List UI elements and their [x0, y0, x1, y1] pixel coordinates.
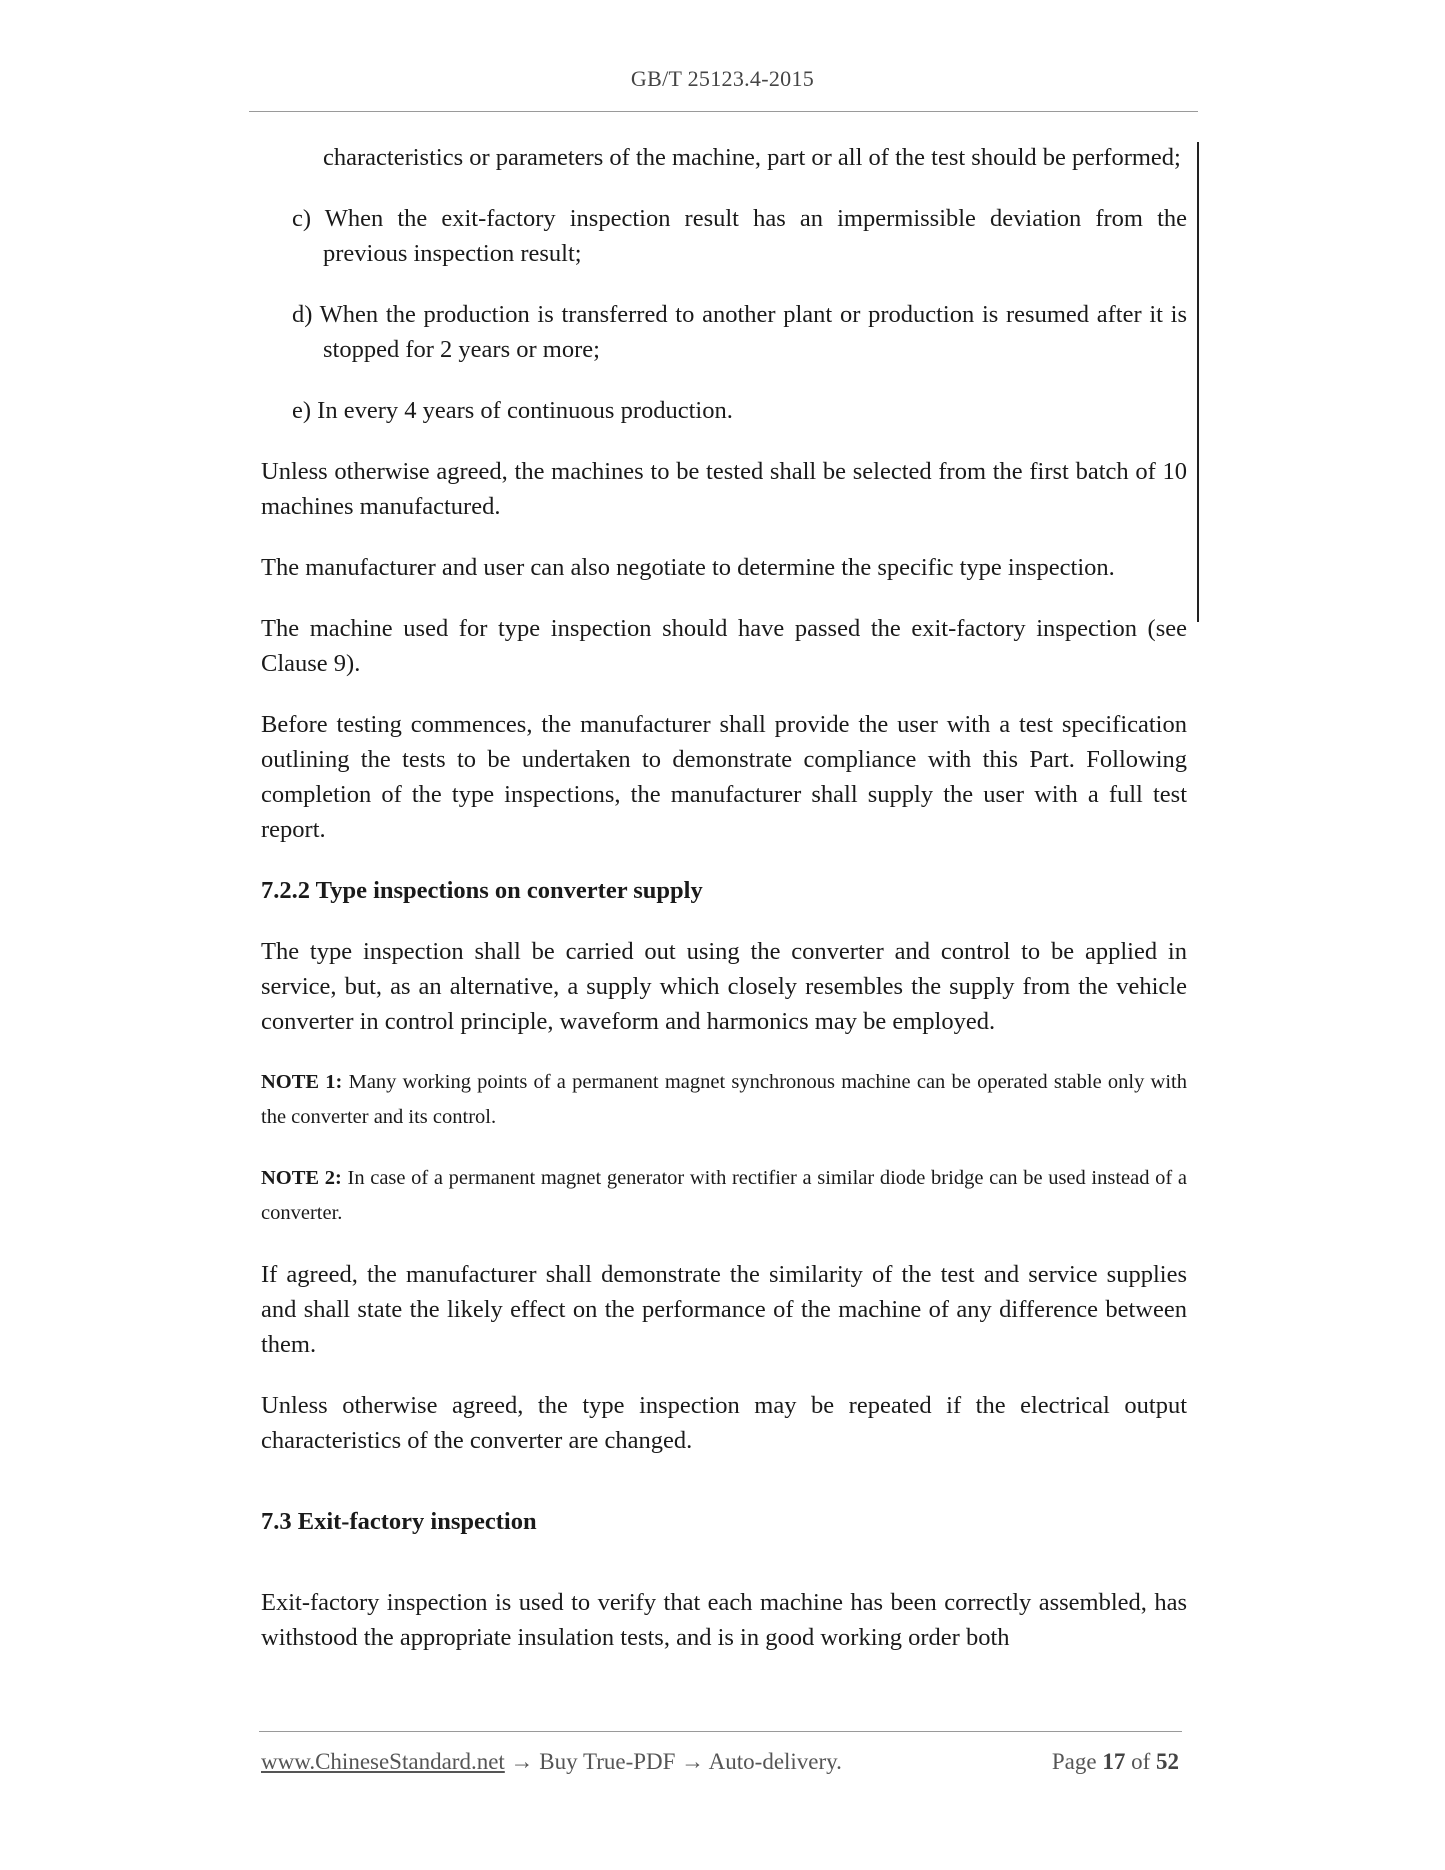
- list-item-b-continuation: characteristics or parameters of the machine, part or all of the test should be performed;: [323, 144, 1181, 171]
- section-heading-7-2-2: 7.2.2 Type inspections on converter supply: [261, 877, 703, 904]
- header-divider: [249, 111, 1198, 112]
- footer-divider: [259, 1731, 1182, 1732]
- list-item-d: d) When the production is transferred to another plant or production is resumed after it is stopped for 2 years or more;: [292, 301, 1187, 363]
- page-total: 52: [1156, 1749, 1179, 1774]
- page-of-label: of: [1125, 1749, 1156, 1774]
- paragraph-first-batch: Unless otherwise agreed, the machines to be tested shall be selected from the first batch of 10 machines manufactured.: [261, 458, 1187, 520]
- page-footer: [261, 1749, 1179, 1775]
- list-item-e: e) In every 4 years of continuous production.: [292, 397, 733, 424]
- note-1: [261, 1065, 1187, 1135]
- paragraph-repeat-inspection: Unless otherwise agreed, the type inspection may be repeated if the electrical output characteristics of the converter are changed.: [261, 1392, 1187, 1454]
- note-1-text: Many working points of a permanent magnet synchronous machine can be operated stable only with the converter and its control.: [261, 1071, 1187, 1128]
- list-item-c: c) When the exit-factory inspection result has an impermissible deviation from the previous inspection result;: [292, 205, 1187, 267]
- footer-promo: [261, 1749, 842, 1775]
- paragraph-negotiate: The manufacturer and user can also negotiate to determine the specific type inspection.: [261, 554, 1115, 581]
- note-2: [261, 1161, 1187, 1231]
- note-1-label: NOTE 1:: [261, 1071, 343, 1093]
- note-2-text: In case of a permanent magnet generator with rectifier a similar diode bridge can be used instead of a converter.: [261, 1167, 1187, 1224]
- document-body: [261, 140, 1187, 1681]
- page-current: 17: [1102, 1749, 1126, 1774]
- page-label: Page: [1051, 1749, 1103, 1774]
- footer-promo-text: → Buy True-PDF → Auto-delivery.: [504, 1749, 842, 1774]
- paragraph-passed-exit-factory: The machine used for type inspection should have passed the exit-factory inspection (see Clause 9).: [261, 615, 1187, 677]
- paragraph-if-agreed: If agreed, the manufacturer shall demonstrate the similarity of the test and service supplies and shall state the likely effect on the performance of the machine of any difference between them.: [261, 1261, 1187, 1358]
- section-heading-7-3: 7.3 Exit-factory inspection: [261, 1508, 537, 1535]
- paragraph-exit-factory: Exit-factory inspection is used to verify that each machine has been correctly assembled, has withstood the appropriate insulation tests, and is in good working order both: [261, 1589, 1187, 1651]
- paragraph-before-testing: Before testing commences, the manufacturer shall provide the user with a test specification outlining the tests to be undertaken to demonstrate compliance with this Part. Following completion of the type inspections, the manufacturer shall supply the user with a full test report.: [261, 711, 1187, 843]
- note-2-label: NOTE 2:: [261, 1167, 342, 1189]
- revision-change-bar: [1197, 142, 1199, 622]
- page-number: [1052, 1749, 1179, 1775]
- page-header-doc-id: GB/T 25123.4-2015: [630, 66, 815, 91]
- website-link[interactable]: www.ChineseStandard.net: [261, 1749, 505, 1774]
- paragraph-type-converter: The type inspection shall be carried out using the converter and control to be applied in service, but, as an alternative, a supply which closely resembles the supply from the vehicle converter in control principle, waveform and harmonics may be employed.: [261, 938, 1187, 1035]
